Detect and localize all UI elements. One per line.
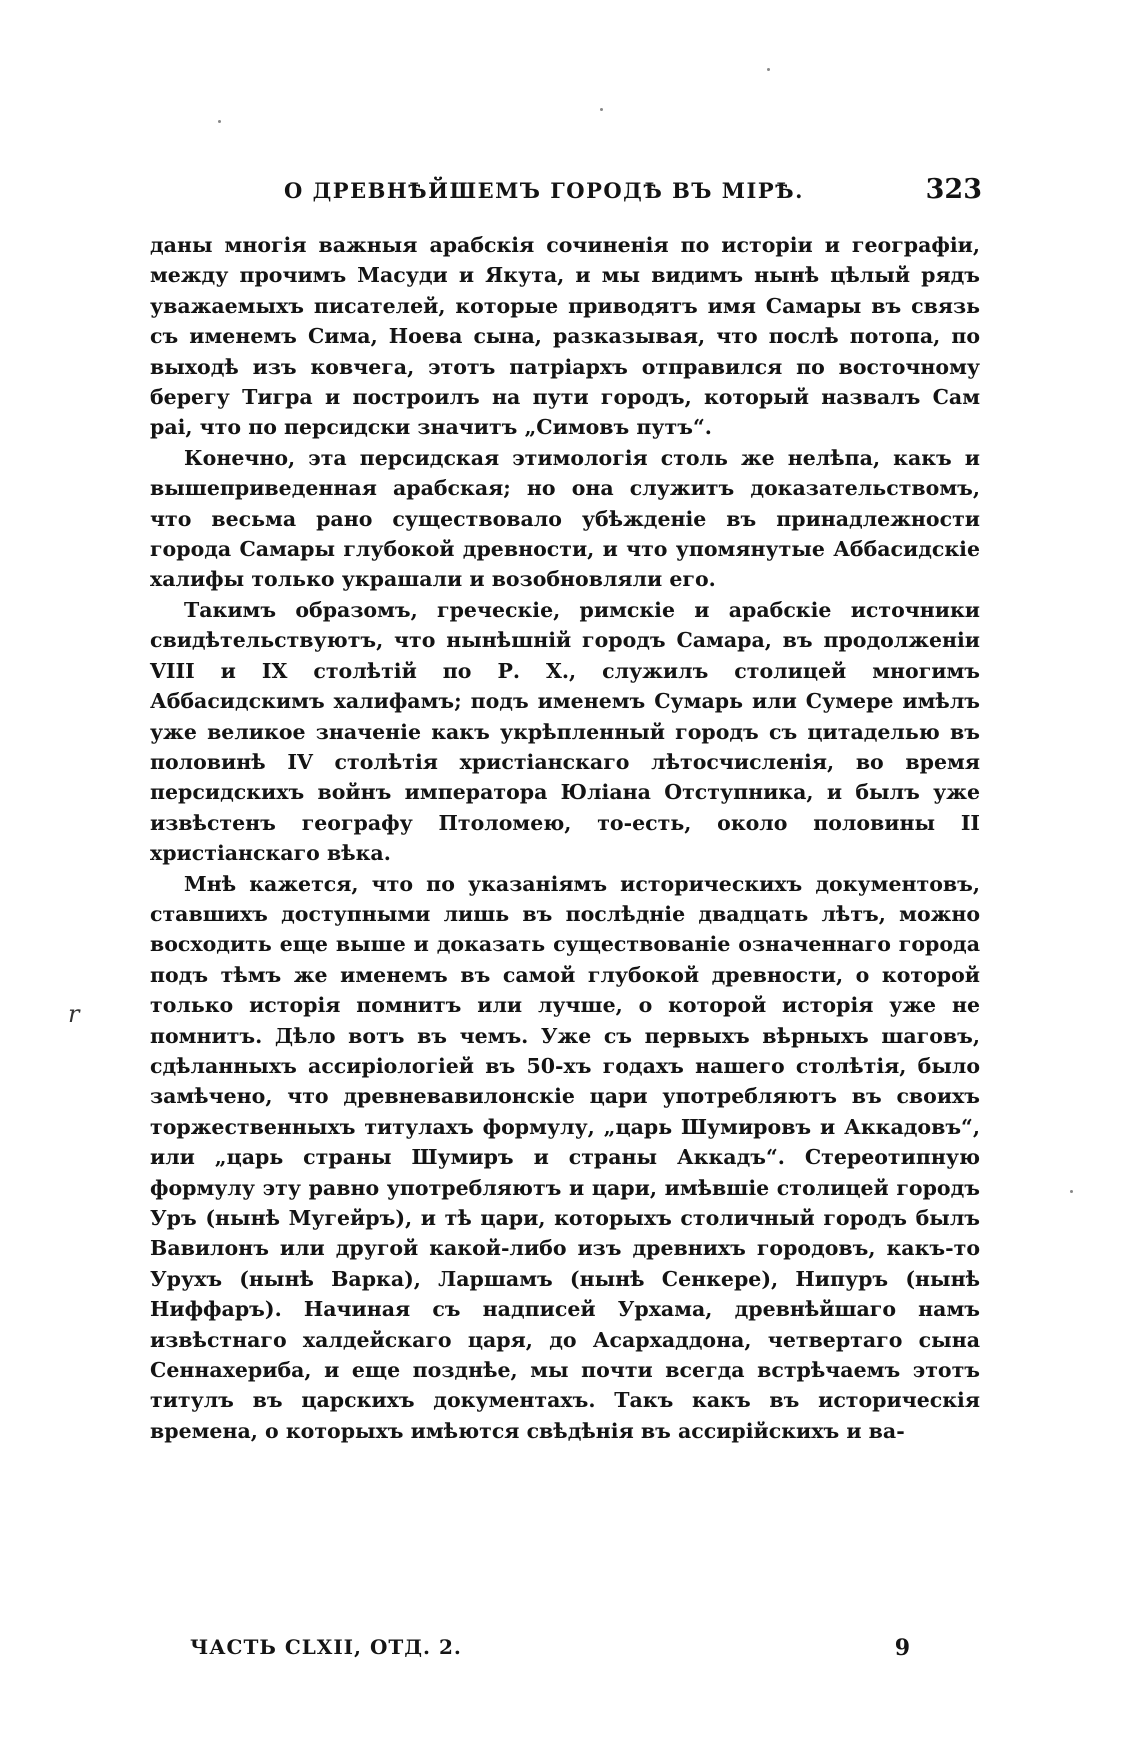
- running-head: [152, 174, 982, 214]
- margin-mark: r: [68, 1000, 80, 1028]
- issue-line: ЧАСТЬ CLXII, ОТД. 2.: [190, 1635, 462, 1659]
- signature-mark: 9: [894, 1635, 910, 1661]
- print-speck: [767, 68, 770, 71]
- paragraph-etymology: Конечно, эта персидская этимологія столь же нелѣпа, какъ и вышеприведенная арабская; но она служитъ доказательствомъ, что весьма рано существовало убѣжденіе въ принадлежности города Самары глубокой древности, и что упомянутые Аббасидскіе халифы только украшали и возобновляли его.: [150, 445, 980, 592]
- page-footer: [190, 1635, 970, 1665]
- print-speck: [218, 120, 221, 123]
- body-text: [150, 230, 980, 1446]
- paragraph-antiquity: Мнѣ кажется, что по указаніямъ историческихъ документовъ, ставшихъ доступными лишь въ послѣдніе двадцать лѣтъ, можно восходить еще выше и доказать существованіе означеннаго города подъ тѣмъ же именемъ въ самой глубокой древности, о которой только исторія помнитъ или лучше, о которой исторія уже не помнитъ. Дѣло вотъ въ чемъ. Уже съ первыхъ вѣрныхъ шаговъ, сдѣланныхъ ассиріологіей въ 50-хъ годахъ нашего столѣтія, было замѣчено, что древневавилонскіе цари употребляютъ въ своихъ торжественныхъ титулахъ формулу, „царь Шумировъ и Аккадовъ“, или „царь страны Шумиръ и страны Аккадъ“. Стереотипную формулу эту равно употребляютъ и цари, имѣвшіе столицей городъ Уръ (нынѣ Мугейръ), и тѣ цари, которыхъ столичный городъ былъ Вавилонъ или другой какой-либо изъ древнихъ городовъ, какъ-то Урухъ (нынѣ Варка), Ларшамъ (нынѣ Сенкере), Нипуръ (нынѣ Ниффаръ). Начиная съ надписей Урхама, древнѣйшаго намъ извѣстнаго халдейскаго царя, до Асархаддона, четвертаго сына Сеннахериба, и еще позднѣе, мы почти всегда встрѣчаемъ этотъ титулъ въ царскихъ документахъ. Такъ какъ въ историческія времена, о которыхъ имѣются свѣдѣнія въ ассирійскихъ и ва-: [150, 871, 980, 1443]
- print-speck: [1070, 1190, 1073, 1193]
- page-number: 323: [925, 174, 982, 205]
- running-title: О ДРЕВНѢЙШЕМЪ ГОРОДѢ ВЪ МІРѢ.: [284, 178, 804, 203]
- paragraph-sources: Такимъ образомъ, греческіе, римскіе и арабскіе источники свидѣтельствуютъ, что нынѣшній городъ Самара, въ продолженіи VIII и IX столѣтій по Р. Х., служилъ столицей многимъ Аббасидскимъ халифамъ; подъ именемъ Сумарь или Сумере имѣлъ уже великое значеніе какъ укрѣпленный городъ съ цитаделью въ половинѣ IV столѣтія христіанскаго лѣтосчисленія, во время персидскихъ войнъ императора Юліана Отступника, и былъ уже извѣстенъ географу Птоломею, то-есть, около половины II христіанскаго вѣка.: [150, 597, 980, 866]
- print-speck: [600, 108, 603, 111]
- paragraph-continued: даны многія важныя арабскія сочиненія по исторіи и географіи, между прочимъ Масуди и Якута, и мы видимъ нынѣ цѣлый рядъ уважаемыхъ писателей, которые приводятъ имя Самары въ связь съ именемъ Сима, Ноева сына, разказывая, что послѣ потопа, по выходѣ изъ ковчега, этотъ патріархъ отправился по восточному берегу Тигра и построилъ на пути городъ, который назвалъ Сам раі, что по персидски значитъ „Симовъ путъ“.: [150, 233, 980, 440]
